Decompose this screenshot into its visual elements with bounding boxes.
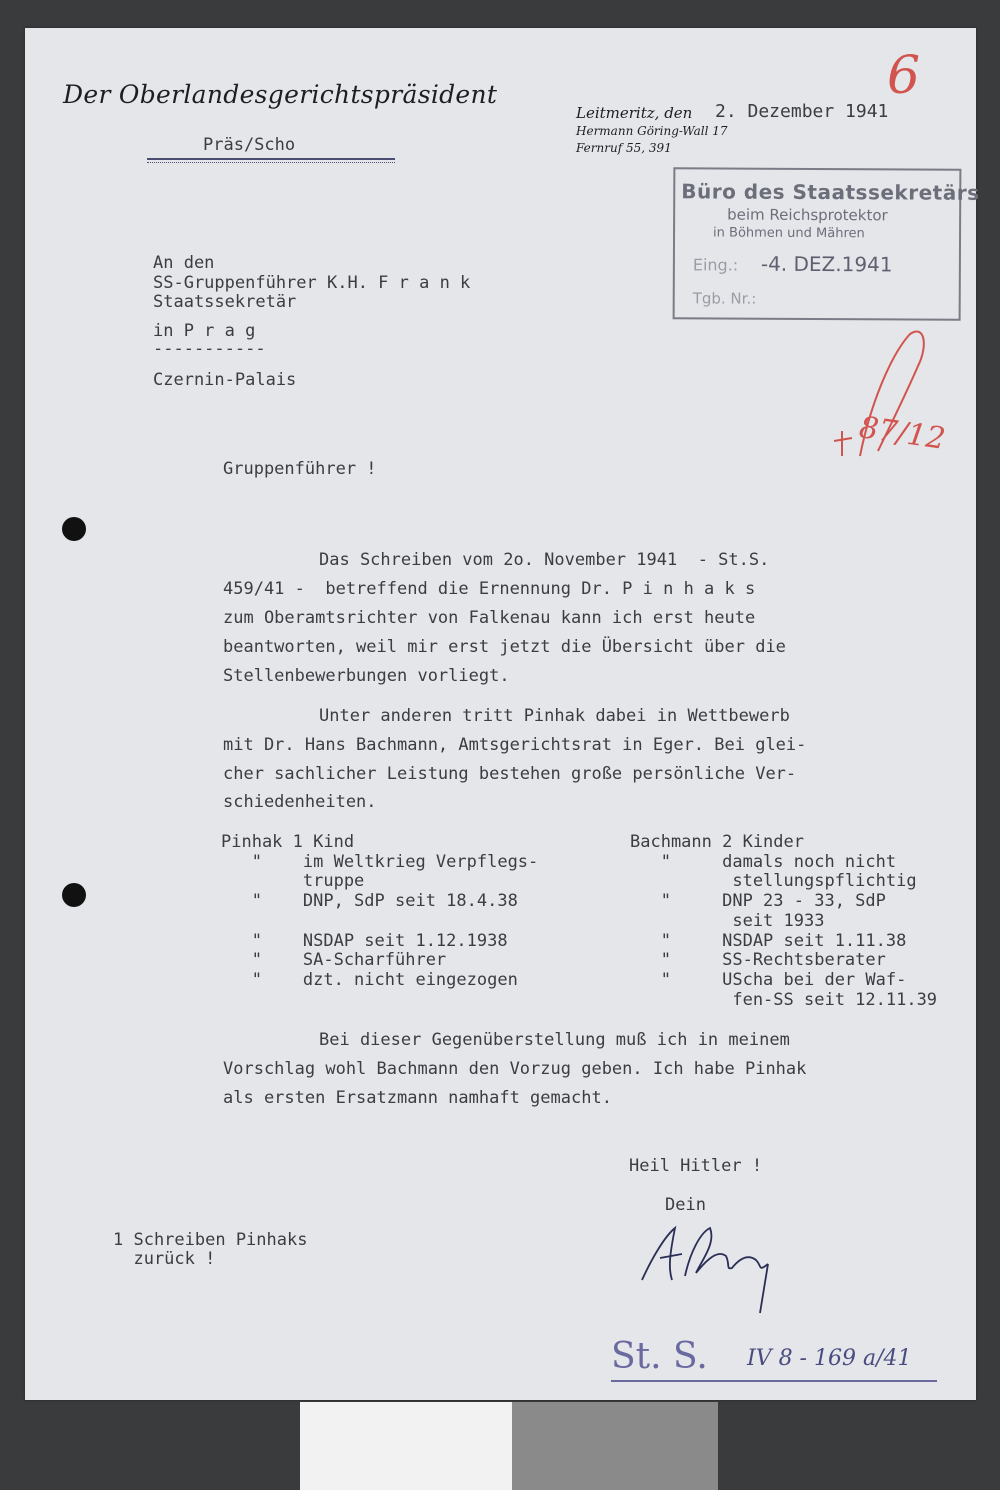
bachmann-row: " damals noch nicht <box>630 852 897 872</box>
paragraph1-line: 459/41 - betreffend die Ernennung Dr. P i n h a k s <box>223 579 756 599</box>
pinhak-row: " NSDAP seit 1.12.1938 <box>221 931 508 951</box>
paragraph1-line: Das Schreiben vom 2o. November 1941 - St.S. <box>319 550 770 570</box>
pinhak-row: " dzt. nicht eingezogen <box>221 970 518 990</box>
handwritten-note: 87/12 <box>856 410 948 457</box>
stamp-received-date: -4. DEZ.1941 <box>760 251 893 277</box>
handwritten-page-number: 6 <box>887 46 921 106</box>
closing-dein: Dein <box>665 1195 706 1215</box>
enclosure-line2: zurück ! <box>113 1249 216 1269</box>
punch-hole <box>62 517 86 541</box>
received-stamp <box>673 167 980 321</box>
paragraph1-line: zum Oberamtsrichter von Falkenau kann ich erst heute <box>223 608 756 628</box>
recipient-underline: ----------- <box>153 339 266 359</box>
closing-greeting: Heil Hitler ! <box>629 1156 763 1176</box>
paragraph3-line: Vorschlag wohl Bachmann den Vorzug geben. Ich habe Pinhak <box>223 1059 807 1079</box>
paragraph2-line: Unter anderen tritt Pinhak dabei in Wettbewerb <box>319 706 790 726</box>
bachmann-row: " UScha bei der Waf- <box>630 970 907 990</box>
strip-gray-patch <box>512 1402 718 1490</box>
paragraph1-line: beantworten, weil mir erst jetzt die Übersicht über die <box>223 637 786 657</box>
punch-hole <box>62 883 86 907</box>
bachmann-row: " SS-Rechtsberater <box>630 950 886 970</box>
pinhak-row: " DNP, SdP seit 18.4.38 <box>221 891 518 911</box>
pinhak-row: " SA-Scharführer <box>221 950 447 970</box>
strip-white-patch <box>300 1402 512 1490</box>
pinhak-row: truppe <box>221 871 365 891</box>
reference-underline-dotted <box>147 162 395 163</box>
letter-page <box>25 28 980 1400</box>
salutation: Gruppenführer ! <box>223 459 377 479</box>
paragraph2-line: cher sachlicher Leistung bestehen große persönliche Ver- <box>223 764 797 784</box>
enclosure-line1: 1 Schreiben Pinhaks <box>113 1230 308 1250</box>
place-date-prefix: Leitmeritz, den <box>576 104 693 122</box>
recipient-line1: An den <box>153 253 215 273</box>
letterhead-title: Der Oberlandesgerichtspräsident <box>63 80 498 109</box>
paragraph2-line: mit Dr. Hans Bachmann, Amtsgerichtsrat in Eger. Bei glei- <box>223 735 807 755</box>
stamp-office: Büro des Staatssekretärs <box>681 179 980 205</box>
bachmann-row: " NSDAP seit 1.11.38 <box>630 931 907 951</box>
scan-color-strip <box>300 1402 718 1490</box>
stamp-tgb-label: Tgb. Nr.: <box>692 289 757 308</box>
stamp-office-line2: beim Reichsprotektor <box>727 205 888 225</box>
recipient-title: Staatssekretär <box>153 292 297 312</box>
sender-address: Hermann Göring-Wall 17 <box>576 124 728 138</box>
bachmann-row: " DNP 23 - 33, SdP <box>630 891 886 911</box>
pinhak-row: Pinhak 1 Kind <box>221 832 355 852</box>
stamp-office-line3: in Böhmen und Mähren <box>713 225 865 242</box>
letter-date: 2. Dezember 1941 <box>715 101 889 122</box>
paragraph3-line: als ersten Ersatzmann namhaft gemacht. <box>223 1088 612 1108</box>
reference-underline <box>147 158 395 160</box>
bachmann-row: fen-SS seit 12.11.39 <box>630 990 938 1010</box>
recipient-building: Czernin-Palais <box>153 370 297 390</box>
red-pencil-mark <box>830 326 950 496</box>
paragraph1-line: Stellenbewerbungen vorliegt. <box>223 666 510 686</box>
bachmann-row: seit 1933 <box>630 911 825 931</box>
paragraph2-line: schiedenheiten. <box>223 792 377 812</box>
reference-code: Präs/Scho <box>203 135 296 155</box>
file-stamp-number: IV 8 - 169 a/41 <box>747 1346 912 1371</box>
recipient-name: SS-Gruppenführer K.H. F r a n k <box>153 273 471 293</box>
stamp-received-label: Eing.: <box>692 255 739 275</box>
sender-phone: Fernruf 55, 391 <box>576 141 672 155</box>
paragraph3-line: Bei dieser Gegenüberstellung muß ich in meinem <box>319 1030 790 1050</box>
recipient-city: in P r a g <box>153 321 256 341</box>
bachmann-row: Bachmann 2 Kinder <box>630 832 804 852</box>
pinhak-row: " im Weltkrieg Verpflegs- <box>221 852 539 872</box>
file-stamp-underline <box>611 1380 937 1382</box>
signature <box>630 1198 790 1318</box>
bachmann-row: stellungspflichtig <box>630 871 917 891</box>
file-stamp-prefix: St. S. <box>611 1336 708 1377</box>
